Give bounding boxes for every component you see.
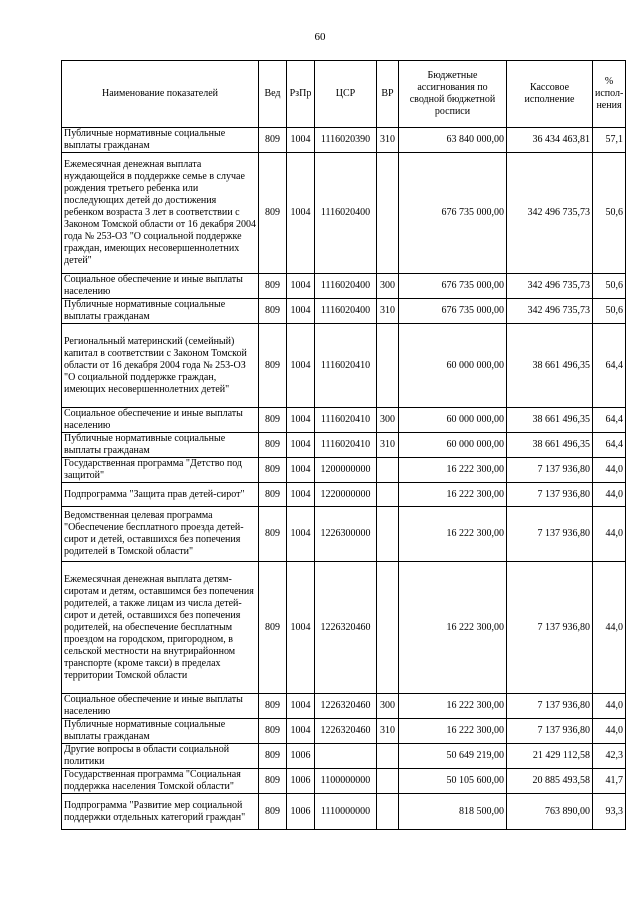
cell-assignments: 16 222 300,00 (399, 719, 507, 744)
table-body (62, 128, 626, 830)
cell-name: Публичные нормативные социальные выплаты гражданам (62, 299, 259, 324)
cell-assignments: 63 840 000,00 (399, 128, 507, 153)
header-name: Наименование показателей (62, 61, 259, 128)
cell-vr: 310 (377, 299, 399, 324)
table-row (62, 153, 626, 274)
table-row (62, 458, 626, 483)
cell-csr: 1200000000 (315, 458, 377, 483)
cell-vr: 300 (377, 694, 399, 719)
cell-vr: 310 (377, 719, 399, 744)
cell-vr (377, 562, 399, 694)
header-vr: ВР (377, 61, 399, 128)
header-cash-execution: Кассовое исполнение (507, 61, 593, 128)
cell-ved: 809 (259, 153, 287, 274)
cell-assignments: 16 222 300,00 (399, 507, 507, 562)
cell-vr (377, 458, 399, 483)
cell-cash-execution: 342 496 735,73 (507, 153, 593, 274)
cell-ved: 809 (259, 794, 287, 830)
cell-ved: 809 (259, 128, 287, 153)
cell-name: Социальное обеспечение и иные выплаты населению (62, 274, 259, 299)
cell-cash-execution: 38 661 496,35 (507, 408, 593, 433)
cell-percent: 50,6 (593, 299, 626, 324)
cell-csr (315, 744, 377, 769)
cell-vr: 310 (377, 433, 399, 458)
page-number: 60 (314, 31, 326, 43)
cell-rzpr: 1004 (287, 274, 315, 299)
cell-csr: 1116020400 (315, 274, 377, 299)
cell-rzpr: 1004 (287, 458, 315, 483)
cell-csr: 1116020410 (315, 433, 377, 458)
cell-rzpr: 1004 (287, 128, 315, 153)
cell-cash-execution: 7 137 936,80 (507, 562, 593, 694)
cell-rzpr: 1006 (287, 744, 315, 769)
cell-percent: 44,0 (593, 562, 626, 694)
header-percent: % испол-нения (593, 61, 626, 128)
cell-ved: 809 (259, 458, 287, 483)
cell-assignments: 818 500,00 (399, 794, 507, 830)
cell-cash-execution: 342 496 735,73 (507, 299, 593, 324)
cell-name: Ведомственная целевая программа "Обеспечение бесплатного проезда детей-сирот и детей, оставшихся без попечения родителей в Томской области" (62, 507, 259, 562)
cell-ved: 809 (259, 719, 287, 744)
cell-vr (377, 769, 399, 794)
cell-cash-execution: 7 137 936,80 (507, 694, 593, 719)
cell-ved: 809 (259, 769, 287, 794)
cell-percent: 42,3 (593, 744, 626, 769)
cell-name: Другие вопросы в области социальной политики (62, 744, 259, 769)
cell-assignments: 676 735 000,00 (399, 153, 507, 274)
cell-name: Подпрограмма "Развитие мер социальной поддержки отдельных категорий граждан" (62, 794, 259, 830)
cell-assignments: 50 105 600,00 (399, 769, 507, 794)
table-row (62, 408, 626, 433)
cell-vr (377, 507, 399, 562)
cell-ved: 809 (259, 408, 287, 433)
cell-ved: 809 (259, 274, 287, 299)
cell-rzpr: 1004 (287, 507, 315, 562)
cell-assignments: 676 735 000,00 (399, 274, 507, 299)
cell-ved: 809 (259, 299, 287, 324)
cell-assignments: 16 222 300,00 (399, 562, 507, 694)
cell-name: Публичные нормативные социальные выплаты гражданам (62, 719, 259, 744)
cell-rzpr: 1004 (287, 562, 315, 694)
cell-ved: 809 (259, 433, 287, 458)
table-row (62, 274, 626, 299)
cell-vr: 300 (377, 408, 399, 433)
table-row (62, 128, 626, 153)
cell-csr: 1110000000 (315, 794, 377, 830)
table-row (62, 744, 626, 769)
cell-ved: 809 (259, 744, 287, 769)
cell-cash-execution: 342 496 735,73 (507, 274, 593, 299)
cell-cash-execution: 763 890,00 (507, 794, 593, 830)
cell-name: Публичные нормативные социальные выплаты гражданам (62, 128, 259, 153)
cell-rzpr: 1004 (287, 408, 315, 433)
cell-assignments: 676 735 000,00 (399, 299, 507, 324)
cell-rzpr: 1004 (287, 299, 315, 324)
cell-ved: 809 (259, 694, 287, 719)
cell-cash-execution: 38 661 496,35 (507, 324, 593, 408)
cell-csr: 1226300000 (315, 507, 377, 562)
header-rzpr: РзПр (287, 61, 315, 128)
cell-assignments: 50 649 219,00 (399, 744, 507, 769)
budget-table (61, 60, 626, 830)
cell-ved: 809 (259, 324, 287, 408)
cell-assignments: 16 222 300,00 (399, 483, 507, 507)
header-row (62, 61, 626, 128)
cell-assignments: 60 000 000,00 (399, 408, 507, 433)
cell-csr: 1116020410 (315, 324, 377, 408)
table-row (62, 433, 626, 458)
cell-percent: 50,6 (593, 274, 626, 299)
cell-name: Ежемесячная денежная выплата детям-сиротам и детям, оставшимся без попечения родителей, а также лицам из числа детей-сирот и детей, оставшихся без попечения родителей, на обеспечение бесплатным проездом на городском, пригородном, в сельской местности на внутрирайонном транспорте (кроме такси) в пределах территории Томской области (62, 562, 259, 694)
cell-name: Ежемесячная денежная выплата нуждающейся в поддержке семье в случае рождения третьего ребенка или последующих детей до достижения ребенком возраста 3 лет в соответствии с Законом Томской области от 16 декабря 2004 года № 253-ОЗ "О социальной поддержке граждан, имеющих несовершеннолетних детей" (62, 153, 259, 274)
table-row (62, 483, 626, 507)
cell-vr (377, 153, 399, 274)
cell-csr: 1116020400 (315, 299, 377, 324)
cell-rzpr: 1004 (287, 483, 315, 507)
cell-percent: 44,0 (593, 458, 626, 483)
cell-csr: 1116020400 (315, 153, 377, 274)
cell-cash-execution: 7 137 936,80 (507, 719, 593, 744)
cell-vr (377, 483, 399, 507)
cell-name: Государственная программа "Социальная поддержка населения Томской области" (62, 769, 259, 794)
header-ved: Вед (259, 61, 287, 128)
table-row (62, 507, 626, 562)
header-csr: ЦСР (315, 61, 377, 128)
cell-rzpr: 1004 (287, 694, 315, 719)
cell-percent: 93,3 (593, 794, 626, 830)
cell-csr: 1116020410 (315, 408, 377, 433)
cell-cash-execution: 7 137 936,80 (507, 483, 593, 507)
cell-csr: 1100000000 (315, 769, 377, 794)
cell-percent: 44,0 (593, 694, 626, 719)
cell-vr: 300 (377, 274, 399, 299)
cell-csr: 1220000000 (315, 483, 377, 507)
cell-rzpr: 1004 (287, 324, 315, 408)
cell-rzpr: 1006 (287, 794, 315, 830)
cell-percent: 64,4 (593, 408, 626, 433)
cell-rzpr: 1004 (287, 153, 315, 274)
cell-ved: 809 (259, 483, 287, 507)
cell-name: Подпрограмма "Защита прав детей-сирот" (62, 483, 259, 507)
cell-assignments: 16 222 300,00 (399, 694, 507, 719)
cell-percent: 50,6 (593, 153, 626, 274)
table-row (62, 769, 626, 794)
cell-rzpr: 1004 (287, 433, 315, 458)
table-row (62, 562, 626, 694)
cell-name: Социальное обеспечение и иные выплаты населению (62, 408, 259, 433)
cell-cash-execution: 36 434 463,81 (507, 128, 593, 153)
cell-cash-execution: 21 429 112,58 (507, 744, 593, 769)
cell-assignments: 60 000 000,00 (399, 433, 507, 458)
cell-cash-execution: 7 137 936,80 (507, 458, 593, 483)
header-assignments: Бюджетные ассигнования по сводной бюджетной росписи (399, 61, 507, 128)
cell-percent: 57,1 (593, 128, 626, 153)
cell-percent: 44,0 (593, 719, 626, 744)
cell-cash-execution: 20 885 493,58 (507, 769, 593, 794)
table-row (62, 299, 626, 324)
cell-name: Государственная программа "Детство под защитой" (62, 458, 259, 483)
cell-percent: 64,4 (593, 433, 626, 458)
cell-csr: 1116020390 (315, 128, 377, 153)
cell-ved: 809 (259, 507, 287, 562)
table-row (62, 694, 626, 719)
cell-name: Публичные нормативные социальные выплаты гражданам (62, 433, 259, 458)
cell-name: Социальное обеспечение и иные выплаты населению (62, 694, 259, 719)
cell-vr: 310 (377, 128, 399, 153)
cell-cash-execution: 38 661 496,35 (507, 433, 593, 458)
cell-vr (377, 794, 399, 830)
cell-name: Региональный материнский (семейный) капитал в соответствии с Законом Томской области от 16 декабря 2004 года № 253-ОЗ "О социальной поддержке граждан, имеющих несовершеннолетних детей" (62, 324, 259, 408)
cell-vr (377, 744, 399, 769)
cell-rzpr: 1004 (287, 719, 315, 744)
table-row (62, 794, 626, 830)
table-row (62, 324, 626, 408)
cell-csr: 1226320460 (315, 562, 377, 694)
cell-cash-execution: 7 137 936,80 (507, 507, 593, 562)
cell-vr (377, 324, 399, 408)
cell-percent: 44,0 (593, 483, 626, 507)
table-row (62, 719, 626, 744)
cell-assignments: 16 222 300,00 (399, 458, 507, 483)
cell-percent: 41,7 (593, 769, 626, 794)
cell-csr: 1226320460 (315, 694, 377, 719)
cell-percent: 64,4 (593, 324, 626, 408)
cell-percent: 44,0 (593, 507, 626, 562)
cell-csr: 1226320460 (315, 719, 377, 744)
cell-ved: 809 (259, 562, 287, 694)
cell-assignments: 60 000 000,00 (399, 324, 507, 408)
cell-rzpr: 1006 (287, 769, 315, 794)
